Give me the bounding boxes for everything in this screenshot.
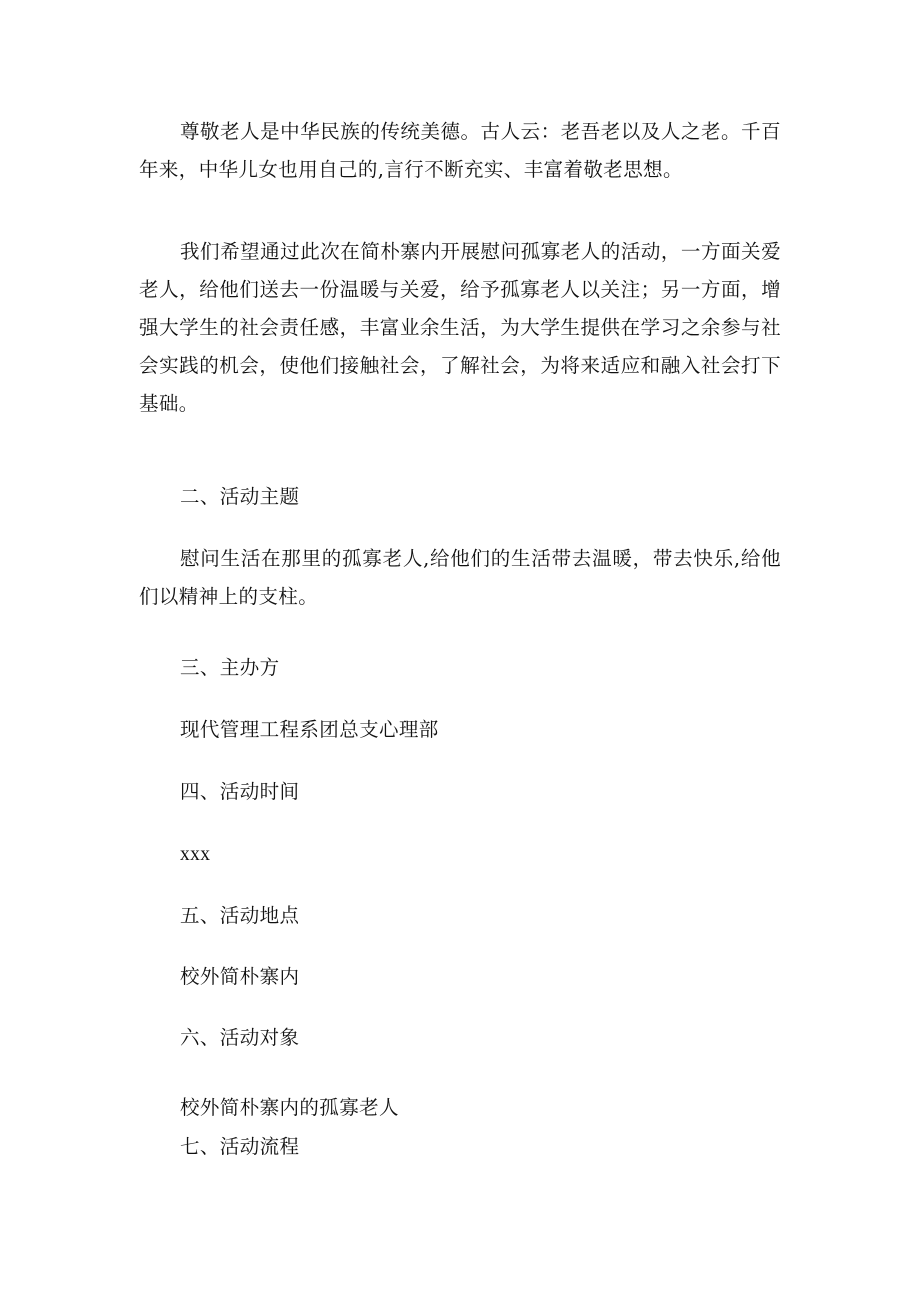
section-heading-audience: 六、活动对象 (180, 1026, 300, 1049)
intro-paragraph: 尊敬老人是中华民族的传统美德。古人云：老吾老以及人之老。千百年来，中华儿女也用自己的,言行不断充实、丰富着敬老思想。 (139, 120, 781, 181)
section-heading-theme: 二、活动主题 (180, 485, 300, 508)
section-body-time: xxx (180, 844, 211, 865)
section-heading-organizer: 三、主办方 (180, 656, 280, 679)
section-heading-process: 七、活动流程 (180, 1135, 300, 1158)
purpose-paragraph: 我们希望通过此次在简朴寨内开展慰问孤寡老人的活动，一方面关爱老人，给他们送去一份温暖与关爱，给予孤寡老人以关注；另一方面，增强大学生的社会责任感，丰富业余生活，为大学生提供在学习之余参与社会实践的机会，使他们接触社会，了解社会，为将来适应和融入社会打下基础。 (139, 240, 781, 415)
section-heading-time: 四、活动时间 (180, 780, 300, 803)
section-body-theme: 慰问生活在那里的孤寡老人,给他们的生活带去温暖，带去快乐,给他们以精神上的支柱。 (139, 547, 781, 608)
section-body-organizer: 现代管理工程系团总支心理部 (180, 718, 439, 741)
section-body-location: 校外简朴寨内 (180, 965, 300, 988)
section-body-audience: 校外简朴寨内的孤寡老人 (180, 1096, 399, 1119)
section-heading-location: 五、活动地点 (180, 904, 300, 927)
